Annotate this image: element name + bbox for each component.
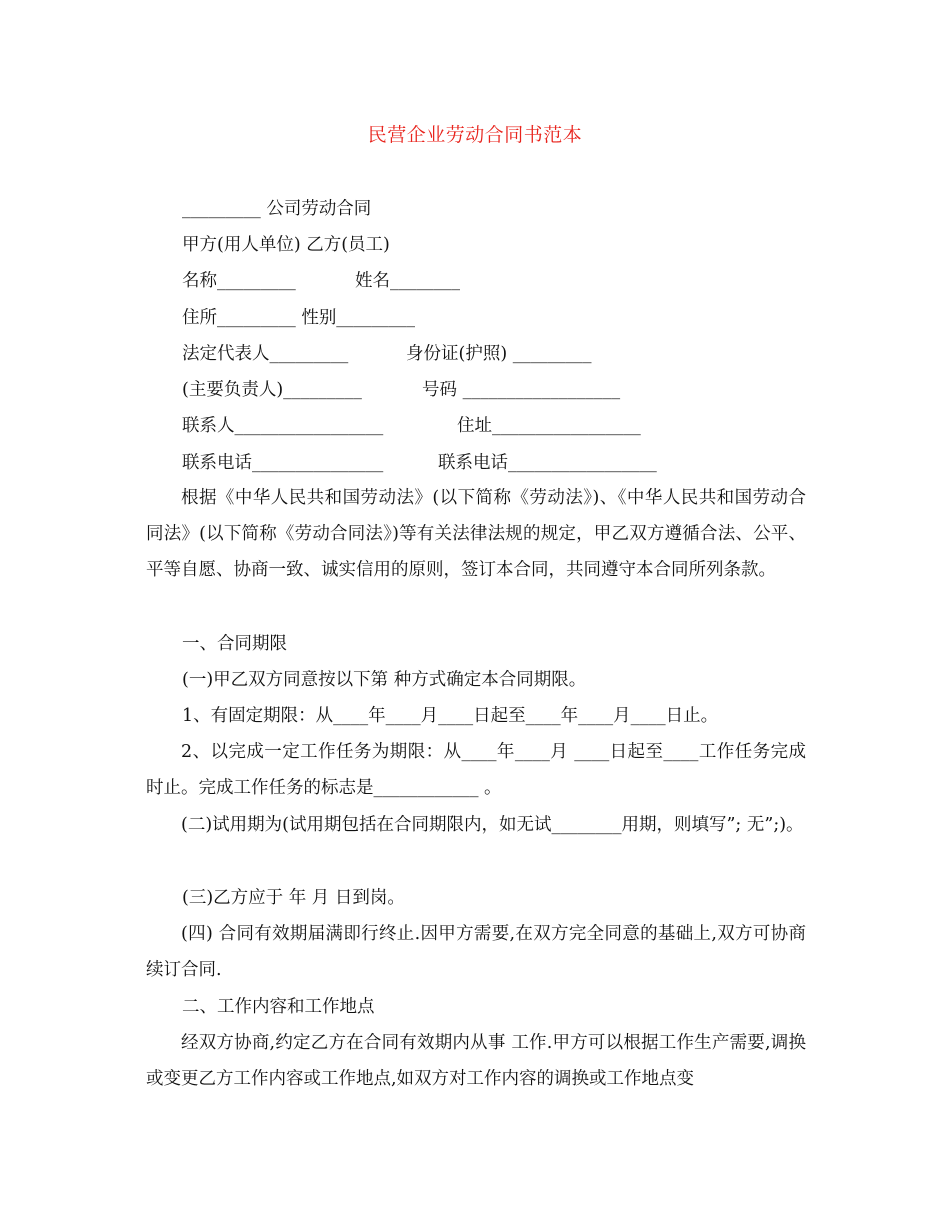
residence-field: 住址_________________ xyxy=(457,416,641,436)
id-card-field: 身份证(护照) _________ xyxy=(406,344,592,364)
id-number-field: 号码 __________________ xyxy=(422,380,621,400)
address-gender-field: 住所_________ 性别_________ xyxy=(182,308,416,328)
employee-name-field: 姓名________ xyxy=(355,271,460,291)
clause-renewal: (四) 合同有效期届满即行终止.因甲方需要,在双方完全同意的基础上,双方可协商续订合同. xyxy=(146,924,806,981)
legal-rep-field: 法定代表人_________ xyxy=(182,344,349,364)
employee-phone-field: 联系电话_________________ xyxy=(438,453,657,473)
employer-name-field: 名称_________ xyxy=(182,271,296,291)
preamble-paragraph: 根据《中华人民共和国劳动法》(以下简称《劳动法》)、《中华人民共和国劳动合同法》(以下简称《劳动合同法》)等有关法律法规的规定，甲乙双方遵循合法、公平、平等自愿、协商一致、诚实信用的原则，签订本合同，共同遵守本合同所列条款。 xyxy=(146,488,806,581)
employer-phone-field: 联系电话_______________ xyxy=(182,453,384,473)
section-heading-term: 一、合同期限 xyxy=(182,634,287,654)
clause-report-date: (三)乙方应于 年 月 日到岗。 xyxy=(182,888,405,908)
clause-work-content: 经双方协商,约定乙方在合同有效期内从事 工作.甲方可以根据工作生产需要,调换或变更乙方工作内容或工作地点,如双方对工作内容的调换或工作地点变 xyxy=(146,1033,806,1090)
clause-task-term: 2、以完成一定工作任务为期限：从____年____月 ____日起至____工作任务完成时止。完成工作任务的标志是____________ 。 xyxy=(146,742,806,799)
section-heading-work: 二、工作内容和工作地点 xyxy=(182,997,375,1017)
contact-person-field: 联系人_________________ xyxy=(182,416,384,436)
document-title: 民营企业劳动合同书范本 xyxy=(367,124,583,146)
clause-term-method: (一)甲乙双方同意按以下第 种方式确定本合同期限。 xyxy=(182,670,587,690)
parties-line: 甲方(用人单位) 乙方(员工) xyxy=(182,235,390,255)
company-line: _________ 公司劳动合同 xyxy=(182,199,372,219)
clause-probation: (二)试用期为(试用期包括在合同期限内，如无试________用期，则填写”; 无”;)。 xyxy=(181,815,804,835)
clause-fixed-term: 1、有固定期限：从____年____月____日起至____年____月____日止。 xyxy=(182,706,719,726)
principal-field: (主要负责人)_________ xyxy=(182,380,362,400)
